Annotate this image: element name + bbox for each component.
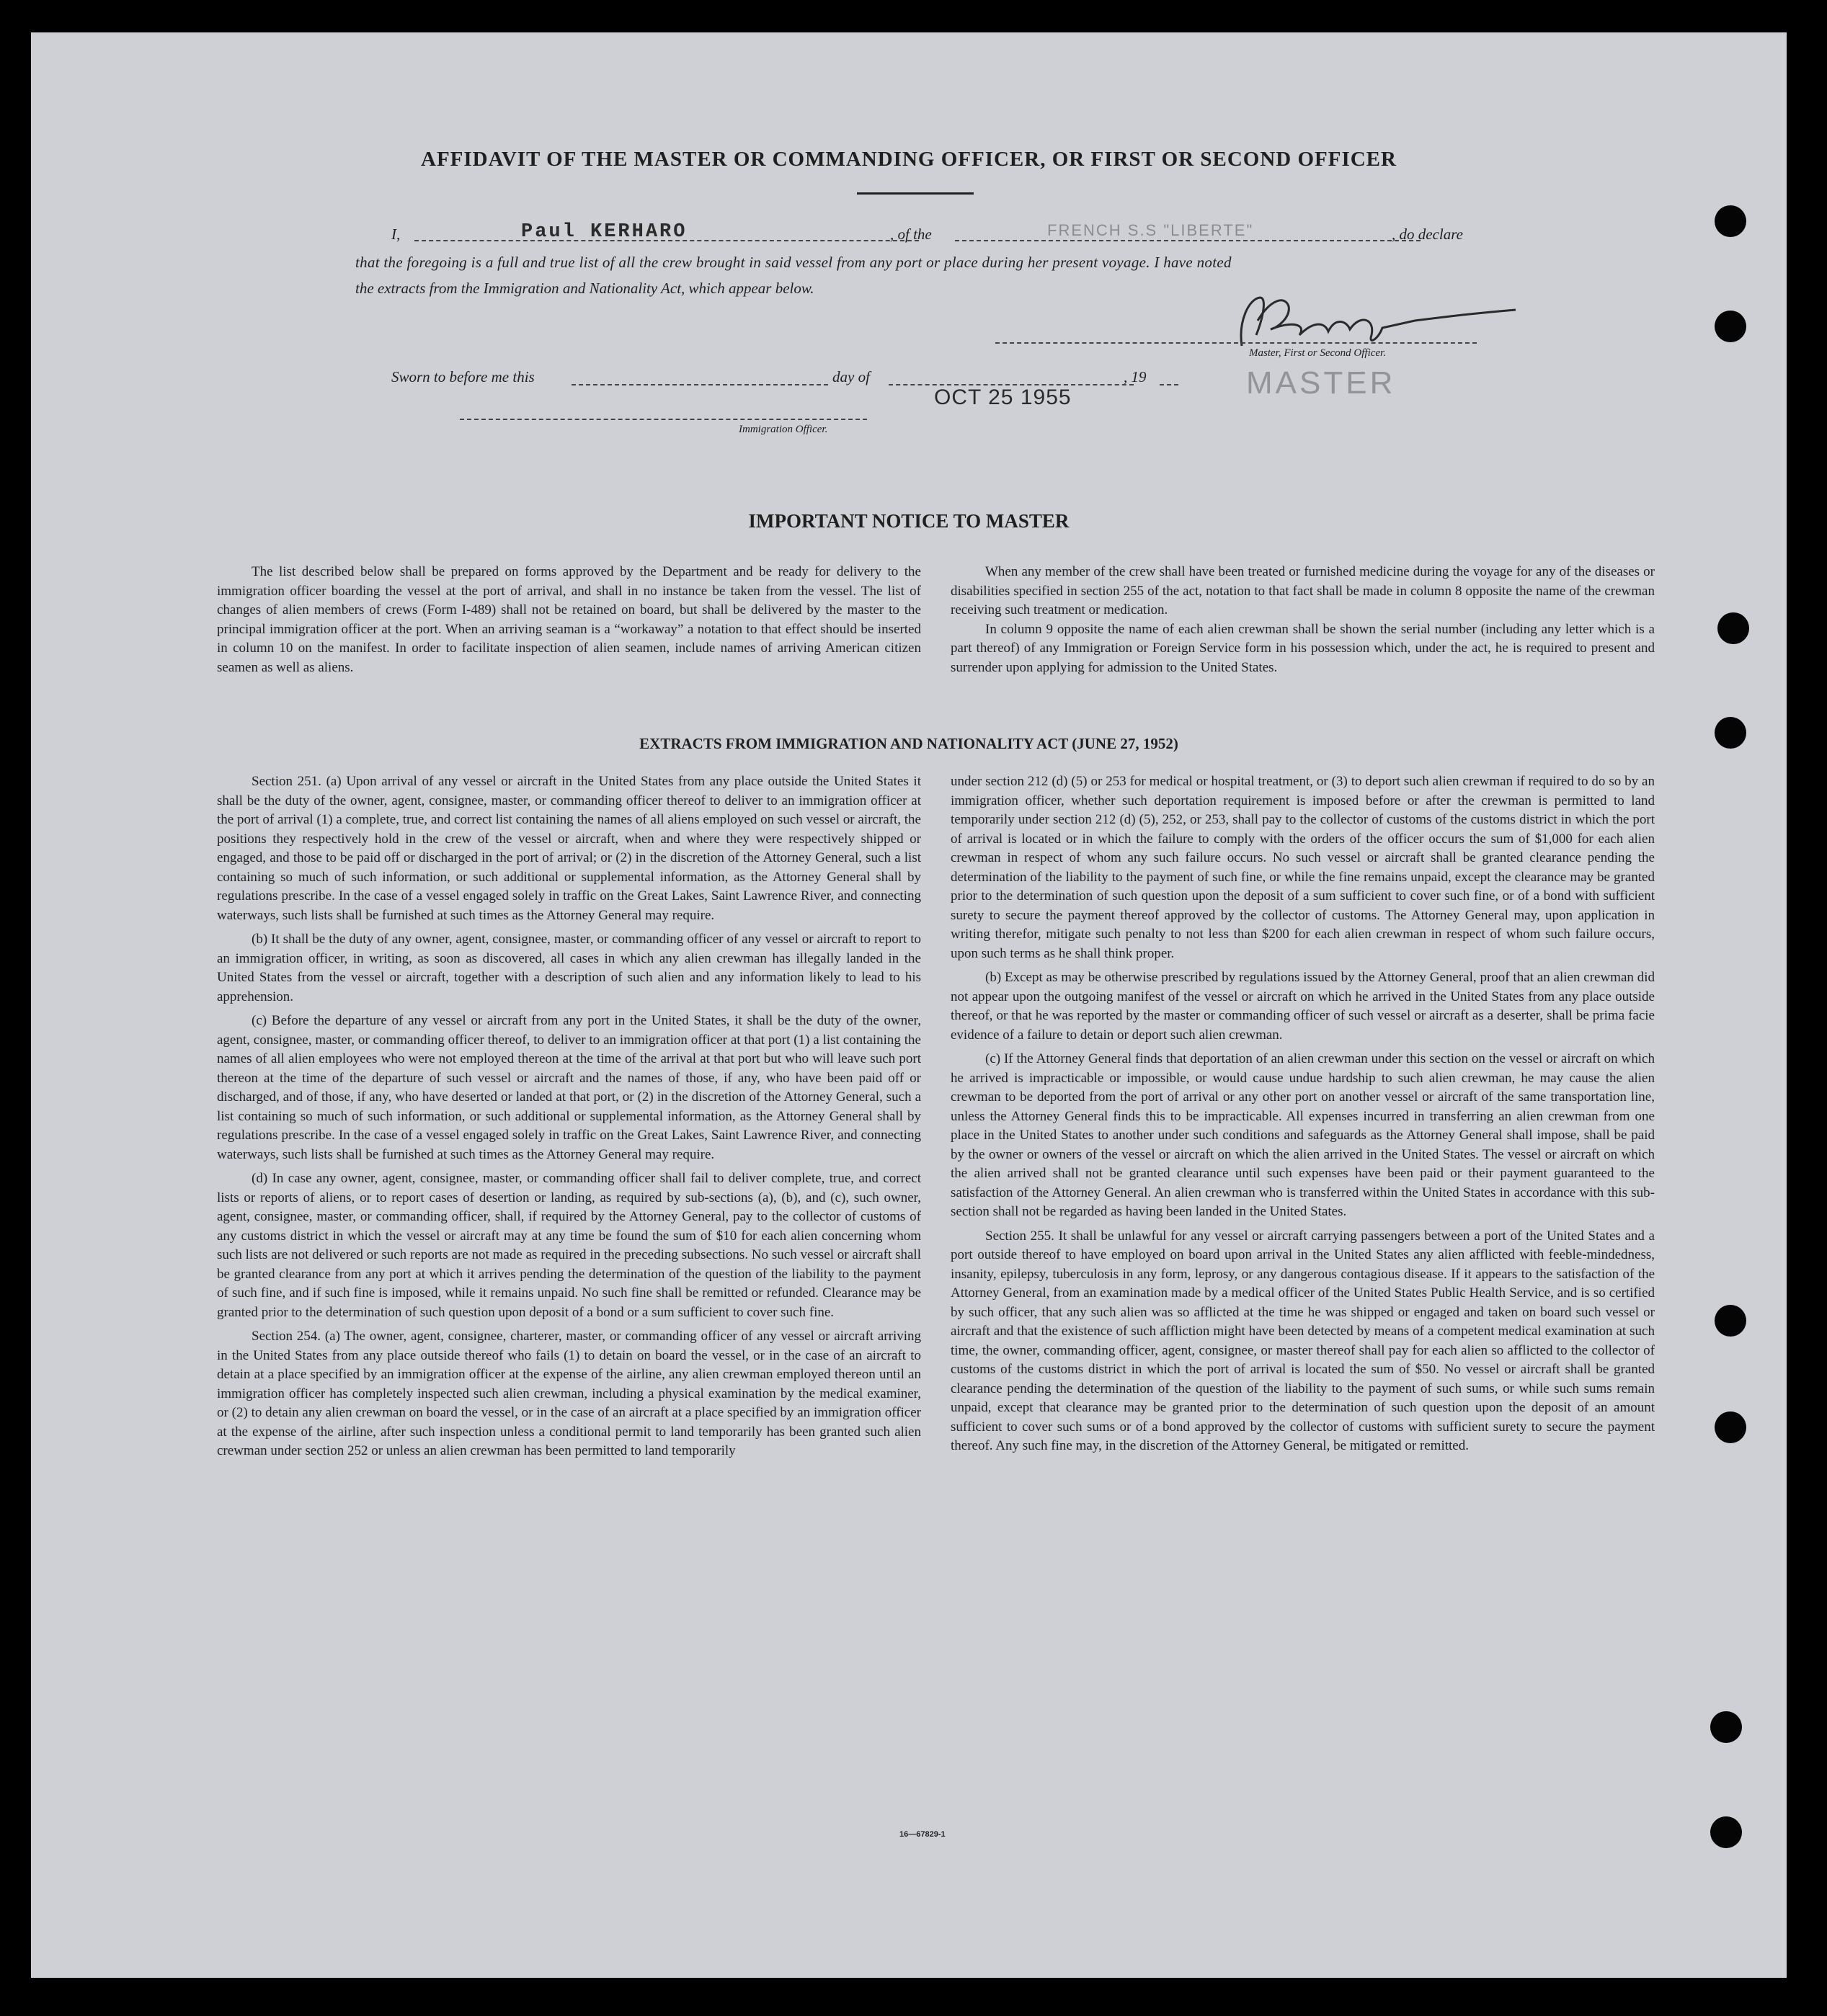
master-name: Paul KERHARO [521,221,688,243]
section-251c: (c) Before the departure of any vessel or aircraft from any port in the United States, it shall be the duty of the owner, agent, consignee, master, or commanding officer thereof, to deliver to an immigration officer at that port (1) a list containing the names of all alien employees who were not employed thereon at the time of the arrival at that port but who will leave such port thereon at the time of the departure of such vessel or aircraft and the names of those, if any, who have been paid off or discharged, and of those, if any, who have deserted or landed at that port, or (2) in the discretion of the Attorney General, such a list containing so much of such information, or such additional or supplemental information, as the Attorney General shall by regulations prescribe. In the case of a vessel engaged solely in traffic on the Great Lakes, Saint Lawrence River, and connecting waterways, such lists shall be furnished at such times as the Attorney General may require. [217,1013,921,1162]
sworn-day-line [572,384,828,385]
affidavit-line-2: that the foregoing is a full and true list of all the crew brought in said vessel from any port or place during her present voyage. I have noted [355,254,1232,271]
section-254a: Section 254. (a) The owner, agent, consignee, charterer, master, or commanding officer of any vessel or aircraft arriving in the United States from any place outside thereof who fails (1) to detain on board the vessel, or in the case of an aircraft to detain at a place specified by an immigration officer at the expense of the airline, any alien crewman employed thereon until an immigration officer has completely inspected such alien crewman, including a physical examination by the medical examiner, or (2) to detain any alien crewman on board the vessel, or in the case of an aircraft at a place specified by an immigration officer at the expense of the airline, after such inspection unless a conditional permit to land temporarily has been granted such alien crewman under section 252 or unless an alien crewman has been permitted to land temporarily [217,1329,921,1458]
punch-hole [1715,205,1746,237]
affidavit-title: AFFIDAVIT OF THE MASTER OR COMMANDING OFFICER, OR FIRST OR SECOND OFFICER [421,148,1397,171]
extracts-right-column [951,772,1655,1456]
section-255: Section 255. It shall be unlawful for any vessel or aircraft carrying passengers between a port of the United States and a port outside thereof to have employed on board upon arrival in the United States any alien afflicted with feeble-mindedness, insanity, epilepsy, tuberculosis in any form, leprosy, or any dangerous contagious disease. If it appears to the satisfaction of the Attorney General, from an examination made by a medical officer of the United States Public Health Service, and is so certified by such officer, that any such alien was so afflicted at the time he was shipped or engaged and taken on board such vessel or aircraft and that the existence of such affliction might have been detected by means of a competent medical examination at such time, the owner, commanding officer, agent, consignee, or master thereof shall pay for each alien so afflicted to the collector of customs of the customs district in which the port of arrival is located the sum of $50. No vessel or aircraft shall be granted clearance pending the determination of the question of the liability to the payment of such sums, or while such sums remain unpaid, except that clearance may be granted prior to the determination of such question upon the deposit of an amount sufficient to cover such sums or of a bond approved by the collector of customs with sufficient surety to secure the payment thereof. Any such fine may, in the discretion of the Attorney General, be mitigated or remitted. [951,1228,1655,1453]
punch-hole [1715,1305,1746,1337]
section-251d: (d) In case any owner, agent, consignee, master, or commanding officer shall fail to deliver complete, true, and correct lists or reports of aliens, or to report cases of desertion or landing, as required by sub-sections (a), (b), and (c), such owner, agent, consignee, master, or commanding officer, shall, if required by the Attorney General, pay to the collector of customs of any customs district in which the vessel or aircraft may at any time be found the sum of $10 for each alien concerning whom such lists are not delivered or such reports are not made as required in the preceding subsections. No such vessel or aircraft shall be granted clearance from any port at which it arrives pending the determination of the question of the liability to the payment of such fine, and if such fine is imposed, while it remains unpaid. No such fine shall be remitted or refunded. Clearance may be granted prior to the determination of such question upon deposit of a bond or a sum sufficient to cover such fine. [217,1171,921,1320]
signature-line [995,342,1477,344]
punch-hole [1710,1816,1742,1848]
sworn-label: Sworn to before me this [391,368,535,385]
extracts-left-column [217,772,921,1461]
notice-paragraph: When any member of the crew shall have been treated or furnished medicine during the voyage for any of the diseases or disabilities specified in section 255 of the act, notation to that fact shall be made in column 8 opposite the name of the crewman receiving such treatment or medication. [951,564,1655,617]
punch-hole [1710,1711,1742,1743]
section-254b: (b) Except as may be otherwise prescribed by regulations issued by the Attorney General, proof that an alien crewman did not appear upon the outgoing manifest of the vessel or aircraft on which he arrived in the United States from any place outside thereof, or that he was reported by the master or commanding officer of such vessel or aircraft as a deserter, shall be prima facie evidence of a failure to detain or deport such alien crewman. [951,970,1655,1043]
affidavit-i: I, [391,226,401,243]
signature-label: Master, First or Second Officer. [1249,347,1386,359]
immigration-officer-label: Immigration Officer. [739,424,828,435]
section-251b: (b) It shall be the duty of any owner, agent, consignee, master, or commanding officer of any vessel or aircraft to report to an immigration officer, in writing, as soon as discovered, all cases in which any alien crewman has illegally landed in the United States from the vessel or aircraft, together with a description of such alien and any information likely to lead to his apprehension. [217,932,921,1004]
notice-paragraph: The list described below shall be prepared on forms approved by the Department and be ready for delivery to the immigration officer boarding the vessel at the port of arrival, and shall in no instance be taken from the vessel. The list of changes of alien members of crews (Form I-489) shall not be retained on board, but shall be delivered by the master to the principal immigration officer at the port. When an arriving seaman is a “workaway” a notation to that effect should be inserted in column 10 on the manifest. In order to facilitate inspection of alien seamen, include names of arriving American citizen seamen as well as aliens. [217,564,921,675]
affidavit-line-3: the extracts from the Immigration and Nationality Act, which appear below. [355,280,814,297]
do-declare-label: , do declare [1392,226,1463,243]
punch-hole [1715,311,1746,342]
master-stamp: MASTER [1246,365,1396,401]
section-254a-cont: under section 212 (d) (5) or 253 for medical or hospital treatment, or (3) to deport such alien crewman if required to do so by an immigration officer, whether such deportation requirement is imposed before or after the crewman is permitted to land temporarily under section 212 (d) (5), 252, or 253, shall pay to the collector of customs of the customs district in which the port of arrival is located or in which the failure to comply with the orders of the officer occurs the sum of $1,000 for each alien crewman in respect of whom any such failure occurs. No such vessel or aircraft shall be granted clearance pending the determination of the liability to the payment of such fine, or while the fine remains unpaid, except the clearance may be granted prior to the determination of such question upon the deposit of a sum sufficient to cover such fine, or of a bond with sufficient surety to secure the payment thereof approved by the collector of customs. The Attorney General may, upon application in writing therefor, mitigate such penalty to not less than $200 for each alien crewman in respect of whom such failure occurs, upon such terms as he shall think proper. [951,774,1655,961]
year-prefix: , 19 [1124,368,1147,385]
date-stamp: OCT 25 1955 [934,385,1072,409]
form-code: 16—67829-1 [899,1830,946,1839]
punch-hole [1715,1411,1746,1443]
of-the-label: , of the [890,226,932,243]
day-of-label: day of [832,368,870,385]
punch-hole [1715,717,1746,749]
vessel-line [955,240,1421,241]
title-rule [857,192,974,195]
punch-hole [1717,612,1749,644]
immigration-officer-line [460,419,867,420]
section-251a: Section 251. (a) Upon arrival of any vessel or aircraft in the United States from any place outside the United States it shall be the duty of the owner, agent, consignee, master, or commanding officer thereof to deliver to an immigration officer at the port of arrival (1) a complete, true, and correct list containing the names of all aliens employed on such vessel or aircraft, the positions they respectively hold in the crew of the vessel or aircraft, when and where they were respectively shipped or engaged, and those to be paid off or discharged in the port of arrival; or (2) in the discretion of the Attorney General, such a list containing so much of such information, or such additional or supplemental information, as the Attorney General shall by regulations prescribe. In the case of a vessel engaged solely in traffic on the Great Lakes, Saint Lawrence River, and connecting waterways, such lists shall be furnished at such times as the Attorney General may require. [217,774,921,923]
master-signature [1199,277,1530,357]
vessel-name: FRENCH S.S "LIBERTE" [1047,221,1254,239]
document-page [31,32,1787,1978]
notice-paragraph: In column 9 opposite the name of each alien crewman shall be shown the serial number (including any letter which is a part thereof) of any Immigration or Foreign Service form in his possession which, under the act, he is required to present and surrender upon applying for admission to the United States. [951,621,1655,675]
extracts-title: EXTRACTS FROM IMMIGRATION AND NATIONALITY ACT (JUNE 27, 1952) [639,735,1178,752]
notice-title: IMPORTANT NOTICE TO MASTER [748,510,1070,532]
section-254c: (c) If the Attorney General finds that deportation of an alien crewman under this section on the vessel or aircraft on which he arrived is impracticable or impossible, or would cause undue hardship to such alien crewman, he may cause the alien crewman to be deported from the port of arrival or any other port on another vessel or aircraft of the same transportation line, unless the Attorney General finds this to be impracticable. All expenses incurred in transferring an alien crewman from one place in the United States to another under such conditions and safeguards as the Attorney General shall impose, shall be paid by the owner or owners of the vessel or aircraft on which the alien arrived in the United States. The vessel or aircraft on which the alien arrived shall not be granted clearance until such expenses have been paid or their payment guaranteed to the satisfaction of the Attorney General. An alien crewman who is transferred within the United States in accordance with this sub-section shall not be regarded as having been landed in the United States. [951,1051,1655,1219]
year-line [1160,384,1178,385]
notice-left-column [217,563,921,677]
notice-right-column [951,563,1655,677]
